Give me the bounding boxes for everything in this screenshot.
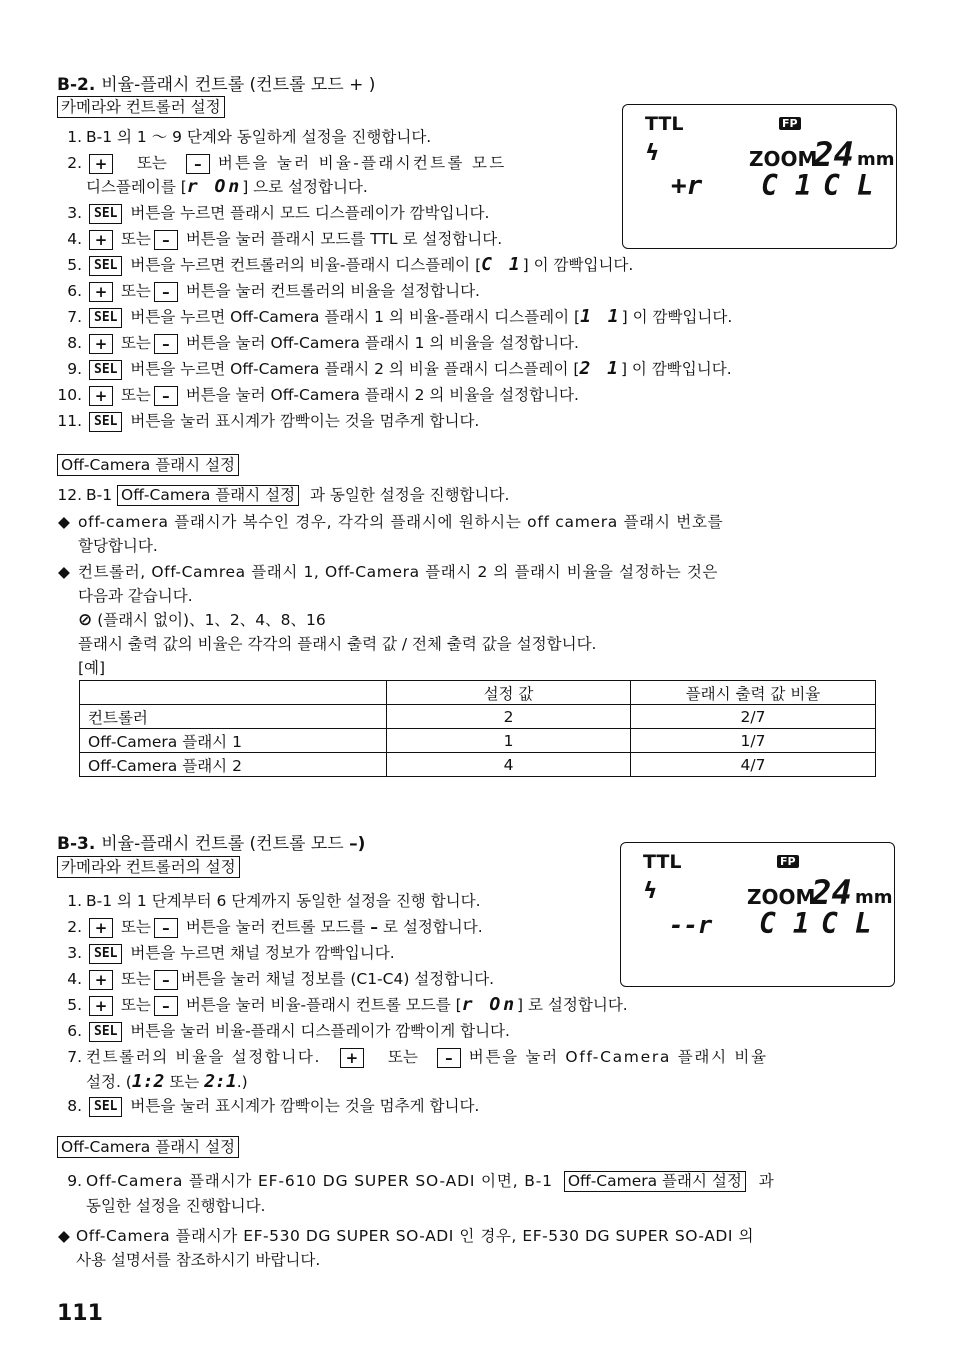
bullet-text: Off-Camera 플래시가 EF-530 DG SUPER SO-ADI 인 경우, EF-530 DG SUPER SO-ADI 의 <box>76 1227 754 1245</box>
lcd-segment-2-1: 2:1 <box>204 1071 237 1092</box>
table-cell: 컨트롤러 <box>80 705 387 729</box>
plus-button-icon: + <box>89 386 113 406</box>
b2-step-12 <box>50 484 509 506</box>
step-number: 4. <box>67 970 82 988</box>
b2-step-6 <box>58 280 480 302</box>
table-header-row <box>80 681 876 705</box>
b3-heading-code: B-3. <box>57 834 96 854</box>
step-number: 3. <box>67 204 82 222</box>
table-cell: 4 <box>387 753 631 777</box>
lcd-segment-c1: C 1 <box>481 254 523 275</box>
step-text: 또는 <box>120 282 151 300</box>
step-number: 3. <box>67 944 82 962</box>
step-number: 2. <box>67 918 82 936</box>
step-text: 버튼을 눌러 컨트롤 모드를 <box>185 918 366 936</box>
table-cell: 2 <box>387 705 631 729</box>
b2-camera-controller-setting-label: 카메라와 컨트롤러 설정 <box>57 96 225 118</box>
step-text: ] 으로 설정합니다. <box>242 178 368 196</box>
step-number: 9. <box>67 1172 82 1190</box>
table-cell: 4/7 <box>631 753 876 777</box>
step-text: 또는 <box>120 230 151 248</box>
b3-step-2 <box>58 916 483 938</box>
lcd-segment-11: 1 1 <box>580 306 622 327</box>
step-text: 버튼을 눌러 비율-플래시컨트롤 모드 <box>217 154 507 172</box>
step-number: 7. <box>67 1048 82 1066</box>
minus-button-icon: – <box>154 970 178 990</box>
plus-button-icon: + <box>89 970 113 990</box>
b2-step-2 <box>58 152 507 174</box>
b3-step-1 <box>58 890 481 912</box>
plus-button-icon: + <box>89 918 113 938</box>
plus-button-icon: + <box>340 1048 364 1068</box>
bullet-text: off-camera 플래시가 복수인 경우, 각각의 플래시에 원하시는 off camera 플래시 번호를 <box>78 513 724 531</box>
step-text: 버튼을 눌러 표시계가 깜빡이는 것을 멈추게 합니다. <box>130 412 480 430</box>
step-text: 또는 <box>120 386 151 404</box>
b3-heading <box>57 829 365 854</box>
table-cell: 1 <box>387 729 631 753</box>
table-row <box>80 753 876 777</box>
minus-button-icon: – <box>154 334 178 354</box>
step-number: 12. <box>57 486 82 504</box>
step-number: 8. <box>67 334 82 352</box>
b3-step-3 <box>58 942 395 964</box>
step-number: 11. <box>57 412 82 430</box>
step-number: 1. <box>67 892 82 910</box>
sel-button-icon: SEL <box>89 256 122 276</box>
step-text: 버튼을 누르면 Off-Camera 플래시 1 의 비율-플래시 디스플레이 [ <box>130 308 581 326</box>
b3-step-4 <box>58 968 494 990</box>
step-number: 6. <box>67 282 82 300</box>
step-text: 과 <box>758 1172 774 1190</box>
bullet-text: (플래시 없이)、1、2、4、8、16 <box>97 611 326 629</box>
minus-button-icon: – <box>154 386 178 406</box>
lcd-fp-badge: FP <box>779 117 801 130</box>
sel-button-icon: SEL <box>89 308 122 328</box>
lcd-mm-unit: mm <box>857 149 895 170</box>
offcamera-setting-ref-box: Off-Camera 플래시 설정 <box>564 1171 746 1192</box>
table-cell: 2/7 <box>631 705 876 729</box>
step-text: 버튼을 눌러 채널 정보를 (C1-C4) 설정합니다. <box>180 970 495 988</box>
lcd-segment-ron: r On <box>186 176 243 197</box>
step-text: B-1 의 1 단계부터 6 단계까지 동일한 설정을 진행 합니다. <box>86 892 481 910</box>
b2-bullet-2-values <box>78 609 326 631</box>
b2-offcamera-setting-label: Off-Camera 플래시 설정 <box>57 454 239 476</box>
sel-button-icon: SEL <box>89 412 122 432</box>
offcamera-setting-ref-box: Off-Camera 플래시 설정 <box>117 485 299 506</box>
b2-step-3 <box>58 202 489 224</box>
b2-step-7 <box>58 306 732 328</box>
b3-step-6 <box>58 1020 510 1042</box>
step-text: 또는 <box>120 970 151 988</box>
minus-button-icon: – <box>154 282 178 302</box>
step-number: 10. <box>57 386 82 404</box>
diamond-bullet-icon: ◆ <box>58 1227 70 1245</box>
b2-bullet-1 <box>58 511 723 533</box>
b2-example-label: [예] <box>78 659 106 677</box>
step-number: 1. <box>67 128 82 146</box>
b3-heading-end: –) <box>349 834 366 854</box>
step-text: 버튼을 눌러 컨트롤러의 비율을 설정합니다. <box>185 282 480 300</box>
step-text: 로 설정합니다. <box>382 918 483 936</box>
lcd-mm-unit: mm <box>855 887 893 908</box>
plus-button-icon: + <box>89 154 113 174</box>
b3-camera-controller-setting-label: 카메라와 컨트롤러의 설정 <box>57 856 240 878</box>
step-number: 2. <box>67 154 82 172</box>
b3-bullet <box>58 1225 754 1247</box>
page-number: 111 <box>57 1301 103 1326</box>
lcd-channel-1: C 1 <box>759 907 810 940</box>
b2-bullet-1-cont: 할당합니다. <box>78 537 158 555</box>
lcd-segment-21: 2 1 <box>579 358 621 379</box>
table-header-cell <box>80 681 387 705</box>
bullet-text: 컨트롤러, Off-Camrea 플래시 1, Off-Camera 플래시 2 의 플래시 비율을 설정하는 것은 <box>78 563 718 581</box>
b2-step-2-cont <box>86 176 368 198</box>
lcd-segment-1-2: 1:2 <box>131 1071 165 1092</box>
b3-step-7 <box>58 1046 768 1068</box>
b2-lcd-display <box>622 104 897 249</box>
plus-button-icon: + <box>89 334 113 354</box>
plus-button-icon: + <box>89 282 113 302</box>
step-number: 5. <box>67 256 82 274</box>
lcd-segment-ron: r On <box>461 994 518 1015</box>
b3-step-8 <box>58 1095 479 1117</box>
lcd-channel-2: C L <box>823 169 874 202</box>
lcd-zoom-label: ZOOM <box>747 885 816 909</box>
b3-heading-text: 비율-플래시 컨트롤 (컨트롤 모드 <box>101 834 350 854</box>
b2-heading-text: 비율-플래시 컨트롤 (컨트롤 모드 + ) <box>101 75 376 95</box>
diamond-bullet-icon: ◆ <box>58 513 70 531</box>
step-text: 버튼을 눌러 플래시 모드를 TTL 로 설정합니다. <box>185 230 503 248</box>
b2-heading <box>57 70 375 95</box>
step-text: .) <box>236 1073 248 1091</box>
b3-step-9-cont: 동일한 설정을 진행합니다. <box>86 1197 266 1215</box>
b2-step-1 <box>58 126 431 148</box>
b2-step-4 <box>58 228 502 250</box>
step-text: 버튼을 눌러 Off-Camera 플래시 1 의 비율을 설정합니다. <box>185 334 579 352</box>
step-number: 4. <box>67 230 82 248</box>
step-number: 9. <box>67 360 82 378</box>
no-flash-icon: ⊘ <box>78 610 93 630</box>
b2-example-table <box>79 680 876 777</box>
b3-lcd-display <box>620 842 895 987</box>
b2-step-9 <box>58 358 732 380</box>
table-cell: Off-Camera 플래시 2 <box>80 753 387 777</box>
step-number: 6. <box>67 1022 82 1040</box>
b3-step-7-cont <box>86 1071 248 1093</box>
step-text: 버튼을 누르면 채널 정보가 깜빡입니다. <box>130 944 395 962</box>
step-text: 버튼을 눌러 비율-플래시 디스플레이가 깜빡이게 합니다. <box>130 1022 510 1040</box>
b2-bullet-2-ratio: 플래시 출력 값의 비율은 각각의 플래시 출력 값 / 전체 출력 값을 설정합니다. <box>78 635 597 653</box>
table-header-cell: 설정 값 <box>387 681 631 705</box>
step-number: 5. <box>67 996 82 1014</box>
step-number: 8. <box>67 1097 82 1115</box>
lcd-flash-icon: ϟ <box>645 141 660 166</box>
sel-button-icon: SEL <box>89 1022 122 1042</box>
step-text: 버튼을 누르면 플래시 모드 디스플레이가 깜박입니다. <box>130 204 490 222</box>
step-text: ] 로 설정합니다. <box>517 996 628 1014</box>
minus-button-icon: – <box>186 154 210 174</box>
step-text: 과 동일한 설정을 진행합니다. <box>310 486 510 504</box>
step-text: 또는 <box>169 1073 200 1091</box>
step-text: B-1 의 1 ～ 9 단계와 동일하게 설정을 진행합니다. <box>86 128 432 146</box>
step-text: 컨트롤러의 비율을 설정합니다. <box>86 1048 322 1066</box>
lcd-channel-2: C L <box>821 907 872 940</box>
table-row <box>80 705 876 729</box>
lcd-channel-1: C 1 <box>761 169 812 202</box>
lcd-ttl-label: TTL <box>645 113 684 135</box>
table-row <box>80 729 876 753</box>
step-text: 버튼을 눌러 표시계가 깜빡이는 것을 멈추게 합니다. <box>130 1097 480 1115</box>
b2-bullet-2 <box>58 561 718 583</box>
step-text: 버튼을 눌러 Off-Camera 플래시 비율 <box>468 1048 768 1066</box>
diamond-bullet-icon: ◆ <box>58 563 70 581</box>
b2-bullet-2-cont: 다음과 같습니다. <box>78 587 193 605</box>
b2-step-11 <box>50 410 479 432</box>
step-number: 7. <box>67 308 82 326</box>
sel-button-icon: SEL <box>89 1097 122 1117</box>
sel-button-icon: SEL <box>89 204 122 224</box>
step-text: 또는 <box>387 1048 418 1066</box>
b3-step-9 <box>58 1170 774 1192</box>
lcd-zoom-value: 24 <box>813 135 854 175</box>
lcd-ttl-label: TTL <box>643 851 682 873</box>
step-text: ] 이 깜빡입니다. <box>621 308 733 326</box>
step-text: 설정. ( <box>86 1073 132 1091</box>
step-text: 디스플레이를 [ <box>86 178 187 196</box>
b2-heading-code: B-2. <box>57 75 96 95</box>
step-text: 버튼을 눌러 Off-Camera 플래시 2 의 비율을 설정합니다. <box>185 386 579 404</box>
minus-button-icon: – <box>154 996 178 1016</box>
b3-bullet-cont: 사용 설명서를 참조하시기 바랍니다. <box>76 1251 321 1269</box>
table-cell: 1/7 <box>631 729 876 753</box>
lcd-fp-badge: FP <box>777 855 799 868</box>
step-text: ] 이 깜빡입니다. <box>522 256 634 274</box>
step-text: 버튼을 누르면 Off-Camera 플래시 2 의 비율 플래시 디스플레이 [ <box>130 360 580 378</box>
minus-button-icon: – <box>154 230 178 250</box>
minus-mode-symbol: – <box>370 918 379 936</box>
step-text: ] 이 깜빡입니다. <box>620 360 732 378</box>
step-text: 또는 <box>136 154 167 172</box>
plus-button-icon: + <box>89 996 113 1016</box>
lcd-mode-indicator: --r <box>669 911 713 939</box>
lcd-flash-icon: ϟ <box>643 879 658 904</box>
minus-button-icon: – <box>437 1048 461 1068</box>
step-text: 또는 <box>120 996 151 1014</box>
step-text: 버튼을 누르면 컨트롤러의 비율-플래시 디스플레이 [ <box>130 256 482 274</box>
sel-button-icon: SEL <box>89 360 122 380</box>
b2-step-10 <box>50 384 579 406</box>
lcd-zoom-label: ZOOM <box>749 147 818 171</box>
step-text: 또는 <box>120 334 151 352</box>
step-text: 버튼을 눌러 비율-플래시 컨트롤 모드를 [ <box>185 996 462 1014</box>
step-text: 또는 <box>120 918 151 936</box>
b2-step-8 <box>58 332 579 354</box>
step-text: B-1 <box>86 486 113 504</box>
b3-offcamera-setting-label: Off-Camera 플래시 설정 <box>57 1136 239 1158</box>
step-text: Off-Camera 플래시가 EF-610 DG SUPER SO-ADI 이면, B-1 <box>86 1172 553 1190</box>
minus-button-icon: – <box>154 918 178 938</box>
table-header-cell: 플래시 출력 값 비율 <box>631 681 876 705</box>
plus-button-icon: + <box>89 230 113 250</box>
lcd-zoom-value: 24 <box>811 873 852 913</box>
b2-step-5 <box>58 254 633 276</box>
b3-step-5 <box>58 994 628 1016</box>
table-cell: Off-Camera 플래시 1 <box>80 729 387 753</box>
lcd-mode-indicator: +r <box>671 171 703 201</box>
sel-button-icon: SEL <box>89 944 122 964</box>
